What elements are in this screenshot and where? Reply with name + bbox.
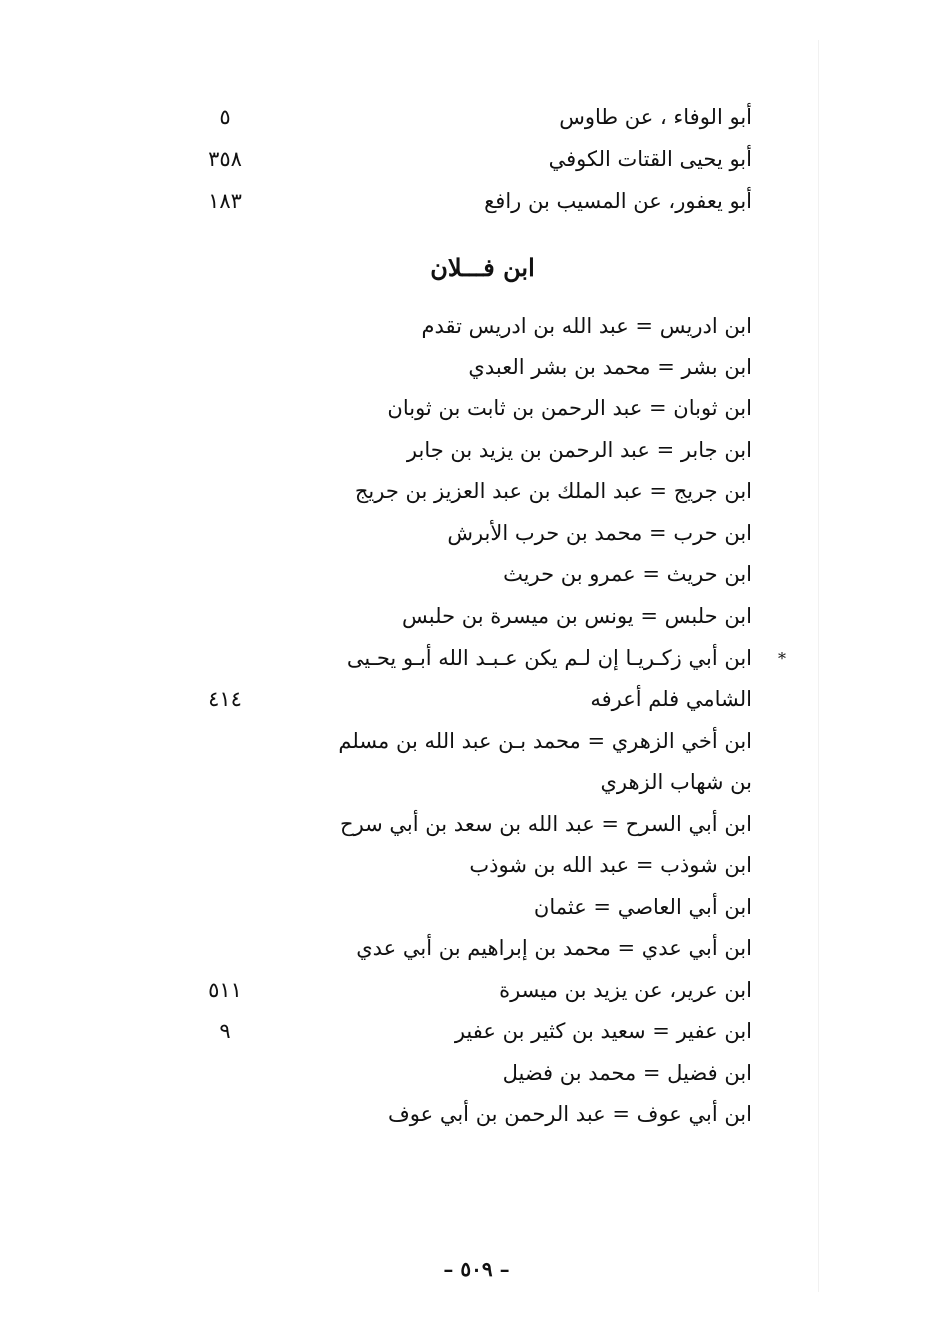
index-entry: ابن أبي عوف = عبد الرحمن بن أبي عوف xyxy=(388,1102,752,1126)
footnote-marker: * xyxy=(778,649,786,668)
index-entry: ابن أبي العاصي = عثمان xyxy=(533,895,752,919)
index-entry: ابن حريث = عمرو بن حريث xyxy=(503,562,752,586)
top-entry-2: أبو يحيى القتات الكوفي xyxy=(548,147,752,171)
top-entry-3-number: ١٨٣ xyxy=(208,189,242,213)
index-entry: ابن أخي الزهري = محمد بـن عبد الله بن مسلم xyxy=(338,729,752,753)
index-entry: ابن ثوبان = عبد الرحمن بن ثابت بن ثوبان xyxy=(387,396,752,420)
entry-page-number: ٩ xyxy=(219,1019,231,1043)
index-entry: ابن بشر = محمد بن بشر العبدي xyxy=(468,355,752,379)
index-entry: ابن عفير = سعيد بن كثير بن عفير xyxy=(454,1019,752,1043)
page-edge-shadow xyxy=(818,40,819,1292)
section-heading: ابن فـــلان xyxy=(430,253,535,282)
page-number: – ٥٠٩ – xyxy=(443,1257,510,1281)
top-entry-3: أبو يعفور، عن المسيب بن رافع xyxy=(484,189,752,213)
index-entry: ابن حلبس = يونس بن ميسرة بن حلبس xyxy=(402,604,752,628)
top-entry-2-number: ٣٥٨ xyxy=(208,147,242,171)
index-entry: ابن حرب = محمد بن حرب الأبرش xyxy=(447,521,752,545)
entry-page-number: ٤١٤ xyxy=(208,687,242,711)
index-entry: ابن جريج = عبد الملك بن عبد العزيز بن جريج xyxy=(354,479,752,503)
index-entry: ابن أبي السرح = عبد الله بن سعد بن أبي سرح xyxy=(340,812,752,836)
top-entry-1-number: ٥ xyxy=(219,105,231,129)
index-entry: ابن فضيل = محمد بن فضيل xyxy=(502,1061,752,1085)
index-entry: ابن ادريس = عبد الله بن ادريس تقدم xyxy=(421,314,752,338)
index-entry-continuation: بن شهاب الزهري xyxy=(600,770,752,794)
index-entry: ابن أبي زكـريـا إن لـم يكن عـبـد الله أبـو يحـيى xyxy=(346,646,752,670)
entry-page-number: ٥١١ xyxy=(208,978,242,1002)
index-entry-continuation: الشامي فلم أعرفه xyxy=(590,687,752,711)
index-entry: ابن شوذب = عبد الله بن شوذب xyxy=(469,853,752,877)
index-entry: ابن أبي عدي = محمد بن إبراهيم بن أبي عدي xyxy=(356,936,752,960)
index-entry: ابن جابر = عبد الرحمن بن يزيد بن جابر xyxy=(406,438,752,462)
index-entry: ابن عرير، عن يزيد بن ميسرة xyxy=(499,978,752,1002)
top-entry-1: أبو الوفاء ، عن طاوس xyxy=(559,105,752,129)
